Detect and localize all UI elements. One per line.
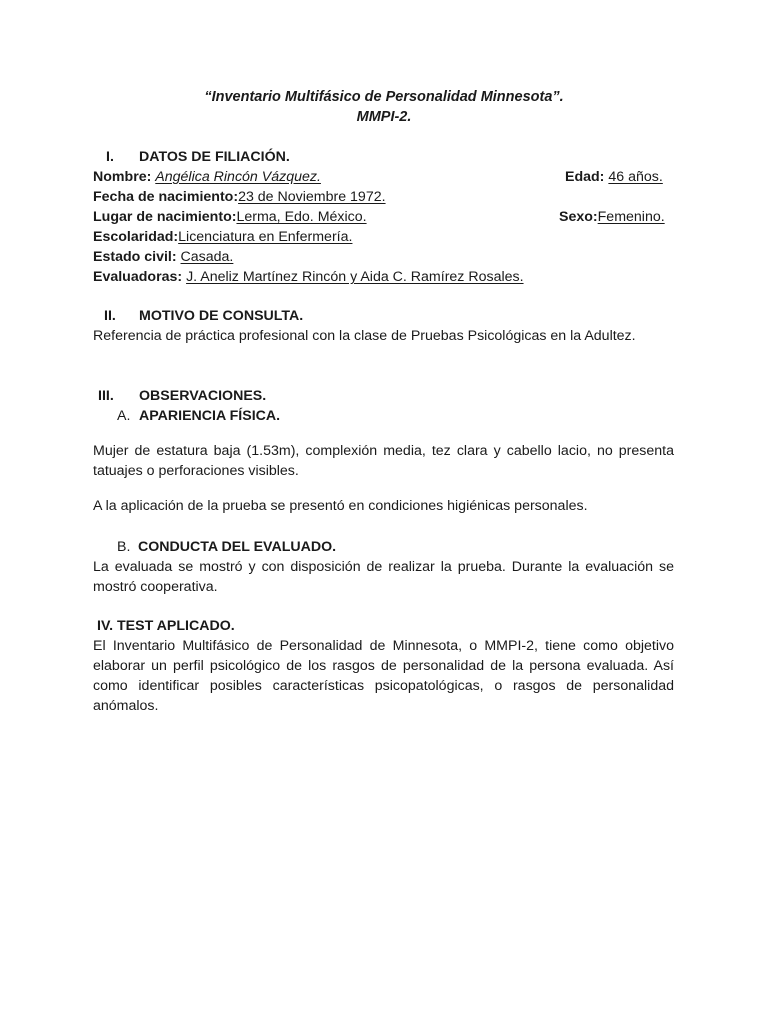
document-subtitle: MMPI-2. (356, 109, 412, 125)
apariencia-paragraph-1: Mujer de estatura baja (1.53m), complexión media, tez clara y cabello lacio, no presenta tatuajes o perforaciones visibles. (93, 443, 674, 479)
fecha-row (93, 187, 386, 207)
sexo-row (559, 207, 665, 227)
escolaridad-label: Escolaridad: (93, 229, 179, 245)
nombre-label: Nombre: (93, 169, 152, 185)
subsection-b-heading: CONDUCTA DEL EVALUADO. (138, 539, 337, 555)
evaluadoras-value: J. Aneliz Martínez Rincón y Aida C. Ramírez Rosales. (186, 269, 524, 285)
fecha-label: Fecha de nacimiento: (93, 189, 239, 205)
motivo-consulta-text: Referencia de práctica profesional con la clase de Pruebas Psicológicas en la Adultez. (93, 328, 636, 344)
nombre-value: Angélica Rincón Vázquez. (155, 169, 321, 185)
escolaridad-row (93, 227, 352, 247)
evaluadoras-row (93, 267, 524, 287)
document-title: “Inventario Multifásico de Personalidad Minnesota”. (204, 89, 564, 105)
sexo-value: Femenino. (597, 209, 665, 225)
subsection-b-letter: B. (117, 539, 131, 555)
evaluadoras-label: Evaluadoras: (93, 269, 183, 285)
subsection-a-heading: APARIENCIA FÍSICA. (139, 408, 281, 424)
edad-label: Edad: (565, 169, 605, 185)
edad-row (565, 167, 663, 187)
nombre-row (93, 167, 496, 187)
lugar-label: Lugar de nacimiento: (93, 209, 237, 225)
section-2-heading: MOTIVO DE CONSULTA. (139, 308, 304, 324)
apariencia-paragraph-2: A la aplicación de la prueba se presentó en condiciones higiénicas personales. (93, 498, 588, 514)
section-2-number: II. (104, 308, 116, 324)
estado-civil-label: Estado civil: (93, 249, 177, 265)
estado-civil-row (93, 247, 233, 267)
subsection-a-letter: A. (117, 408, 131, 424)
section-1-heading: DATOS DE FILIACIÓN. (139, 149, 290, 165)
test-aplicado-text: El Inventario Multifásico de Personalidad de Minnesota, o MMPI-2, tiene como objetivo elaborar un perfil psicológico de los rasgos de personalidad de la persona evaluada. Así como identificar posibles características psicopatológicas, o rasgos de personalidad anómalos. (93, 638, 674, 714)
section-3-number: III. (98, 388, 114, 404)
escolaridad-value: Licenciatura en Enfermería. (178, 229, 353, 245)
section-1-number: I. (106, 149, 114, 165)
lugar-row (93, 207, 367, 227)
edad-value: 46 años. (608, 169, 663, 185)
sexo-label: Sexo: (559, 209, 598, 225)
conducta-paragraph: La evaluada se mostró y con disposición de realizar la prueba. Durante la evaluación se mostró cooperativa. (93, 559, 674, 595)
lugar-value: Lerma, Edo. México. (236, 209, 367, 225)
fecha-value: 23 de Noviembre 1972. (238, 189, 386, 205)
estado-civil-value: Casada. (180, 249, 234, 265)
section-4-heading: IV. TEST APLICADO. (97, 618, 235, 634)
section-3-heading: OBSERVACIONES. (139, 388, 267, 404)
